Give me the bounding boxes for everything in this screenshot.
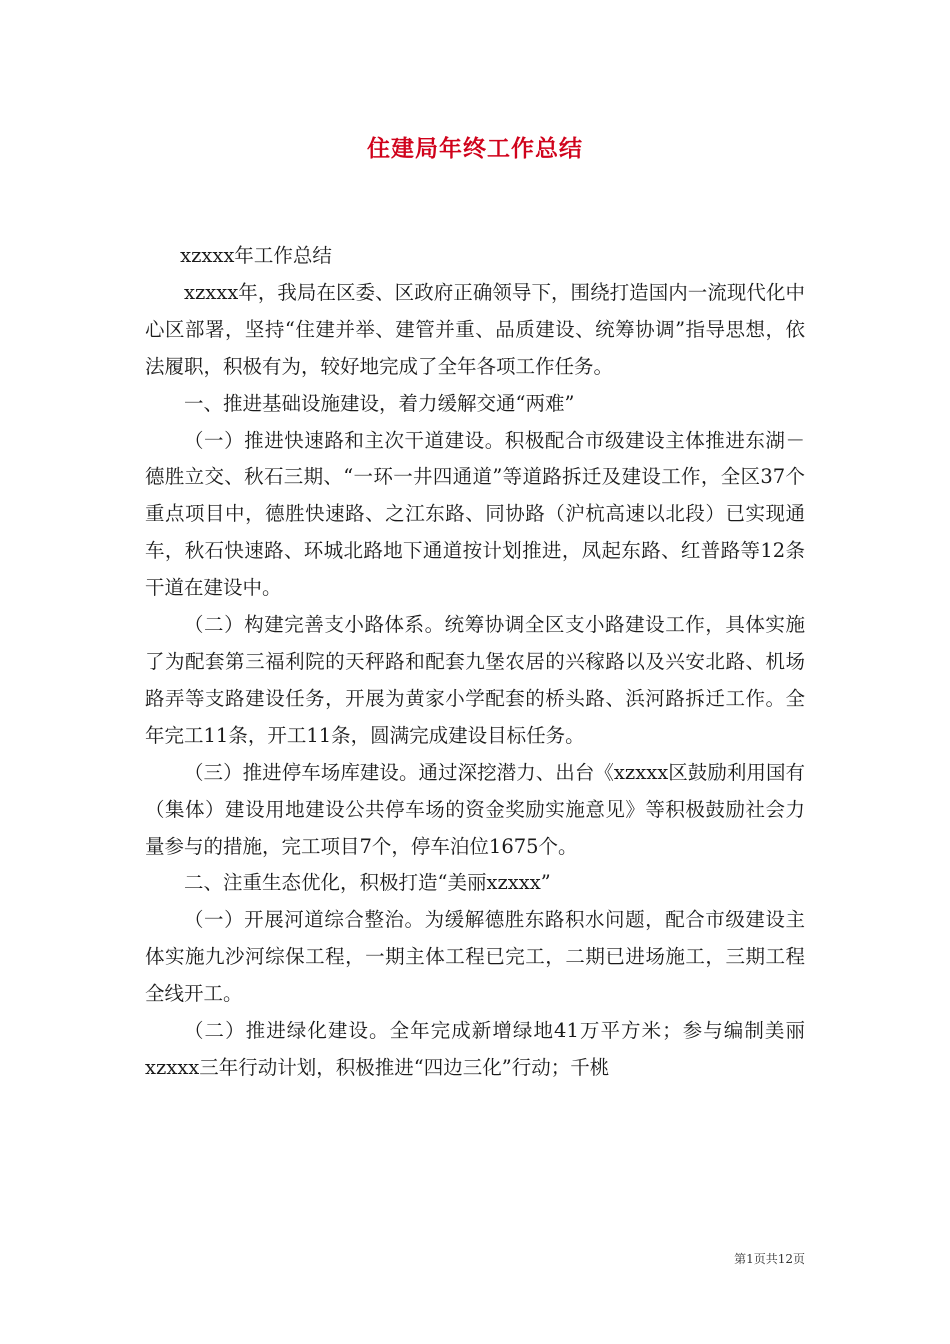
intro-paragraph: xzxxx年，我局在区委、区政府正确领导下，围绕打造国内一流现代化中心区部署，坚持“住建并举、建管并重、品质建设、统筹协调”指导思想，依法履职，积极有为，较好地完成了全年各项工作任务。 bbox=[145, 280, 805, 378]
page-number: 第1页共12页 bbox=[734, 1252, 805, 1266]
section-heading: 一、推进基础设施建设，着力缓解交通“两难” bbox=[184, 391, 575, 415]
body-paragraph: （二）构建完善支小路体系。统筹协调全区支小路建设工作，具体实施了为配套第三福利院的天秤路和配套九堡农居的兴稼路以及兴安北路、机场路弄等支路建设任务，开展为黄家小学配套的桥头路、浜河路拆迁工作。全年完工11条，开工11条，圆满完成建设目标任务。 bbox=[145, 613, 805, 747]
body-paragraph: （二）推进绿化建设。全年完成新增绿地41万平方米；参与编制美丽xzxxx三年行动计划，积极推进“四边三化”行动；千桃 bbox=[145, 1019, 805, 1079]
body-paragraph: （三）推进停车场库建设。通过深挖潜力、出台《xzxxx区鼓励利用国有（集体）建设用地建设公共停车场的资金奖励实施意见》等积极鼓励社会力量参与的措施，完工项目7个，停车泊位1675个。 bbox=[145, 760, 805, 858]
body-paragraph: （一）推进快速路和主次干道建设。积极配合市级建设主体推进东湖－德胜立交、秋石三期、“一环一井四通道”等道路拆迁及建设工作，全区37个重点项目中，德胜快速路、之江东路、同协路（沪杭高速以北段）已实现通车，秋石快速路、环城北路地下通道按计划推进，凤起东路、红普路等12条干道在建设中。 bbox=[145, 428, 805, 600]
section-heading: xzxxx年工作总结 bbox=[180, 244, 332, 267]
document-title: 住建局年终工作总结 bbox=[367, 136, 583, 162]
body-paragraph: （一）开展河道综合整治。为缓解德胜东路积水问题，配合市级建设主体实施九沙河综保工程，一期主体工程已完工，二期已进场施工，三期工程全线开工。 bbox=[145, 908, 805, 1006]
document-body bbox=[145, 238, 805, 1087]
section-heading: 二、注重生态优化，积极打造“美丽xzxxx” bbox=[184, 871, 551, 895]
